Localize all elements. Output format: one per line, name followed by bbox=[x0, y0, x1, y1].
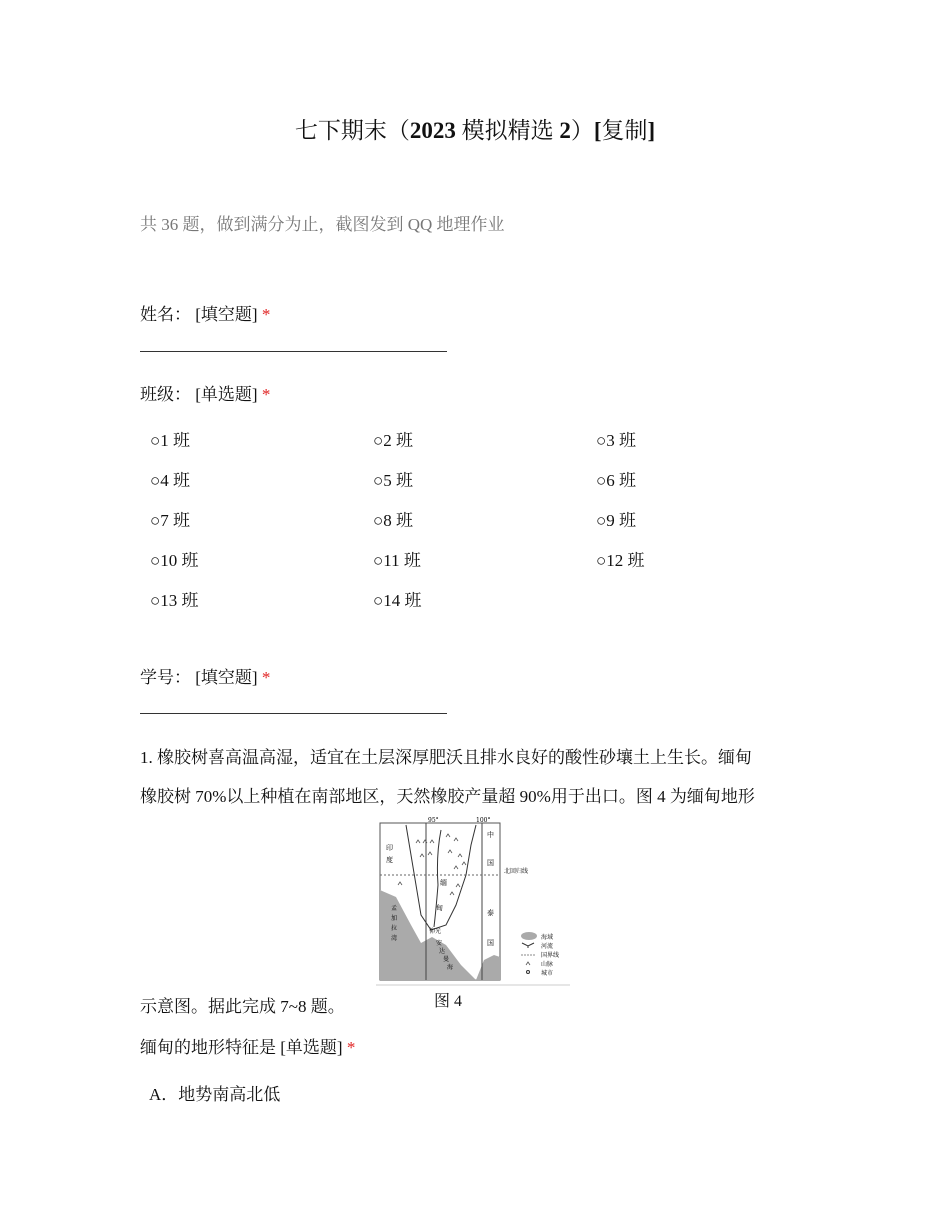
map-label: 国 bbox=[487, 859, 494, 867]
class-option-radio[interactable]: ○14 班 bbox=[373, 591, 422, 610]
map-label: 海 bbox=[447, 964, 454, 971]
legend-sea-icon bbox=[521, 932, 537, 940]
class-option-radio[interactable]: ○1 班 bbox=[150, 431, 191, 450]
q1-question-label: 缅甸的地形特征是 [单选题] * bbox=[140, 1038, 356, 1057]
map-label: 孟 bbox=[391, 905, 398, 912]
q1-text-line: 示意图。据此完成 7~8 题。 bbox=[140, 997, 345, 1016]
map-label: 国 bbox=[487, 939, 494, 947]
map-label: 安 bbox=[436, 940, 443, 947]
q1-text-line: 1. 橡胶树喜高温高湿，适宜在土层深厚肥沃且排水良好的酸性砂壤土上生长。缅甸 bbox=[140, 748, 752, 767]
legend-label: 山脉 bbox=[541, 961, 554, 968]
student-id-input[interactable] bbox=[140, 713, 447, 720]
map-label: 泰 bbox=[487, 909, 494, 917]
lon-label: 95° bbox=[428, 817, 439, 824]
map-label: 中 bbox=[487, 831, 494, 839]
q1-option-a[interactable]: A．地势南高北低 bbox=[149, 1085, 281, 1104]
class-option-radio[interactable]: ○13 班 bbox=[150, 591, 199, 610]
map-label: 达 bbox=[439, 948, 446, 955]
class-option-radio[interactable]: ○10 班 bbox=[150, 551, 199, 570]
class-option-radio[interactable]: ○6 班 bbox=[596, 471, 637, 490]
q1-text-line: 橡胶树 70%以上种植在南部地区，天然橡胶产量超 90%用于出口。图 4 为缅甸地形 bbox=[140, 787, 755, 806]
legend-city-icon bbox=[527, 971, 530, 974]
legend-label: 国界线 bbox=[541, 952, 560, 959]
map-label: 湾 bbox=[391, 935, 398, 942]
page-title: 七下期末（2023 模拟精选 2）[复制] bbox=[294, 118, 656, 143]
class-option-radio[interactable]: ○9 班 bbox=[596, 511, 637, 530]
class-option-radio[interactable]: ○3 班 bbox=[596, 431, 637, 450]
class-option-radio[interactable]: ○5 班 bbox=[373, 471, 414, 490]
class-option-radio[interactable]: ○11 班 bbox=[373, 551, 421, 570]
name-input[interactable] bbox=[140, 351, 447, 358]
map-label: 拉 bbox=[391, 925, 398, 932]
map-label: 加 bbox=[391, 915, 398, 922]
question-id-label: 学号： [填空题] * bbox=[140, 668, 271, 687]
class-option-radio[interactable]: ○12 班 bbox=[596, 551, 645, 570]
question-class-label: 班级： [单选题] * bbox=[140, 385, 271, 404]
map-label: 印 bbox=[386, 844, 393, 852]
map-label: 缅 bbox=[440, 879, 447, 887]
legend-mountain-icon bbox=[526, 962, 530, 965]
lon-label: 100° bbox=[476, 817, 491, 824]
class-option-radio[interactable]: ○2 班 bbox=[373, 431, 414, 450]
map-label: 仰光 bbox=[429, 928, 442, 935]
legend-river-icon bbox=[522, 943, 534, 948]
survey-description: 共 36 题，做到满分为止，截图发到 QQ 地理作业 bbox=[140, 215, 505, 234]
map-label: 曼 bbox=[443, 956, 450, 963]
map-label: 北回归线 bbox=[504, 868, 529, 875]
myanmar-map-figure bbox=[376, 815, 570, 987]
map-label: 度 bbox=[386, 856, 393, 864]
class-option-radio[interactable]: ○8 班 bbox=[373, 511, 414, 530]
figure-caption: 图 4 bbox=[434, 993, 463, 1010]
question-name-label: 姓名： [填空题] * bbox=[140, 305, 271, 324]
legend-label: 河流 bbox=[541, 943, 554, 950]
class-option-radio[interactable]: ○7 班 bbox=[150, 511, 191, 530]
legend-label: 海域 bbox=[541, 934, 554, 941]
legend-label: 城市 bbox=[541, 970, 554, 977]
map-label: 甸 bbox=[436, 904, 443, 912]
class-option-radio[interactable]: ○4 班 bbox=[150, 471, 191, 490]
